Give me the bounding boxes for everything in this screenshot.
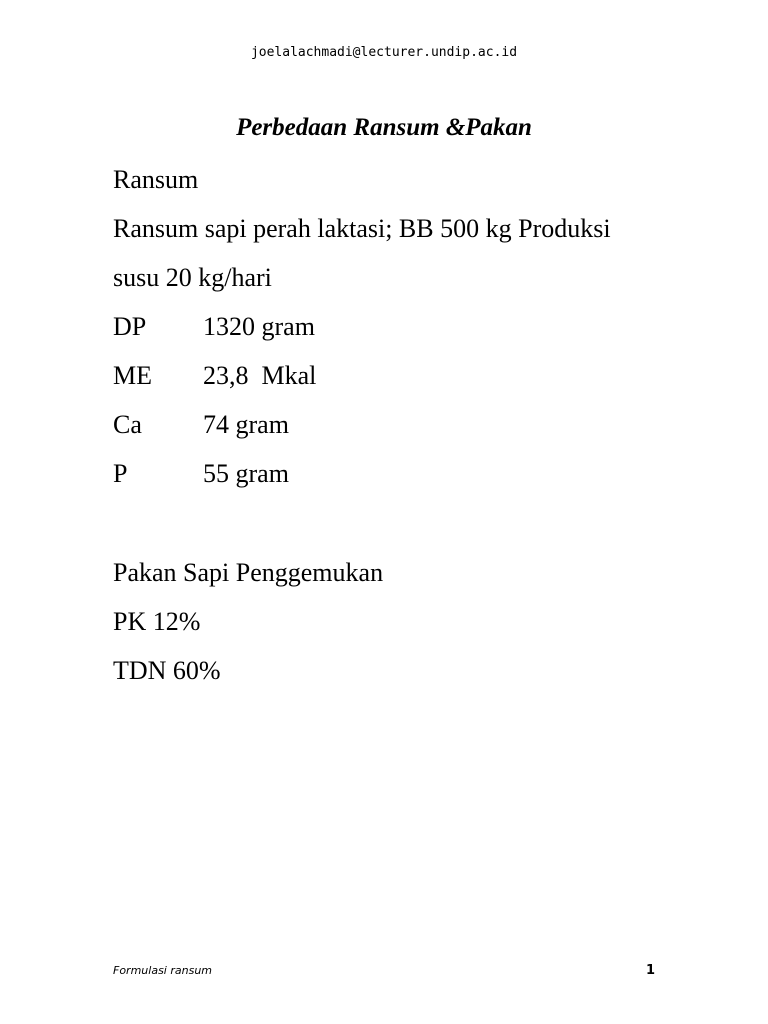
nutrient-value: 1320 gram: [203, 312, 315, 341]
nutrient-value: 74 gram: [203, 410, 289, 439]
section-heading-ransum: Ransum: [113, 165, 199, 194]
ransum-description-line-2: susu 20 kg/hari: [113, 263, 272, 292]
nutrient-label: Ca: [113, 410, 142, 439]
section-heading-pakan: Pakan Sapi Penggemukan: [113, 558, 384, 587]
nutrient-value: 23,8 Mkal: [203, 361, 317, 390]
pakan-item-tdn: TDN 60%: [113, 656, 221, 685]
nutrient-value: 55 gram: [203, 459, 289, 488]
nutrient-row-me: [113, 361, 316, 391]
nutrient-row-dp: [113, 312, 315, 342]
header-email: joelalachmadi@lecturer.undip.ac.id: [250, 45, 518, 60]
document-title: Perbedaan Ransum &Pakan: [236, 114, 532, 141]
nutrient-label: DP: [113, 312, 147, 341]
footer-label: Formulasi ransum: [113, 964, 212, 977]
nutrient-label: P: [113, 459, 128, 488]
nutrient-row-ca: [113, 410, 289, 440]
pakan-item-pk: PK 12%: [113, 607, 201, 636]
nutrient-row-p: [113, 459, 289, 489]
nutrient-label: ME: [113, 361, 152, 390]
page-number: 1: [646, 963, 656, 978]
ransum-description-line-1: Ransum sapi perah laktasi; BB 500 kg Produksi: [113, 214, 611, 243]
